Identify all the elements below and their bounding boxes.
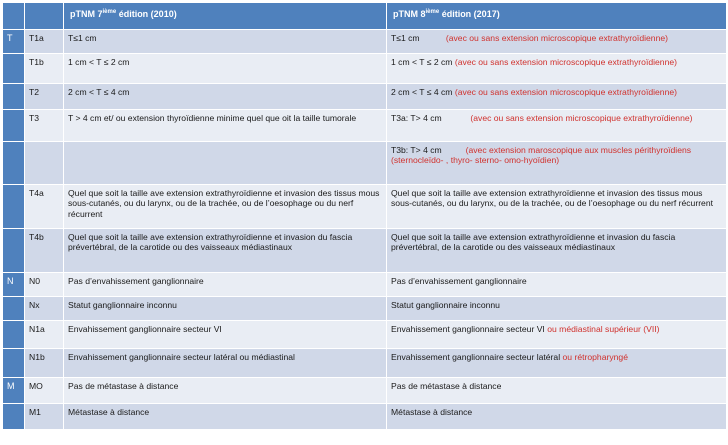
edition-8-cell: T3b: T> 4 cm (avec extension maroscopique aux muscles périthyroïdiens (sternocleïdo- , thyro- sterno- omo-hyoïdien) bbox=[387, 142, 727, 185]
category-cell bbox=[3, 349, 25, 378]
edition-7-cell: Métastase à distance bbox=[64, 404, 387, 430]
edition-8-cell: 1 cm < T ≤ 2 cm (avec ou sans extension microscopique extrathyroïdienne) bbox=[387, 54, 727, 84]
edition-7-cell: Quel que soit la taille ave extension extrathyroïdienne et invasion des tissus mous sous-cutanés, ou du larynx, ou de la trachée, ou de l’oesophage ou du nerf récurrent bbox=[64, 185, 387, 229]
edition-8-change: (avec ou sans extension microscopique extrathyroïdienne) bbox=[454, 57, 677, 67]
edition-7-cell bbox=[64, 142, 387, 185]
edition-7-cell: Envahissement ganglionnaire secteur VI bbox=[64, 321, 387, 349]
edition-8-cell: T≤1 cm (avec ou sans extension microscopique extrathyroïdienne) bbox=[387, 30, 727, 54]
stage-cell: N1a bbox=[25, 321, 64, 349]
edition-7-cell: Envahissement ganglionnaire secteur latéral ou médiastinal bbox=[64, 349, 387, 378]
stage-cell: N1b bbox=[25, 349, 64, 378]
table-row bbox=[3, 110, 727, 142]
category-cell bbox=[3, 84, 25, 110]
stage-cell: T2 bbox=[25, 84, 64, 110]
table-row bbox=[3, 229, 727, 273]
edition-7-cell: 2 cm < T ≤ 4 cm bbox=[64, 84, 387, 110]
stage-cell: M1 bbox=[25, 404, 64, 430]
stage-cell: T4a bbox=[25, 185, 64, 229]
category-cell bbox=[3, 110, 25, 142]
category-cell bbox=[3, 54, 25, 84]
header-7th-edition: pTNM 7ième édition (2010) bbox=[64, 3, 387, 30]
edition-8-cell: T3a: T> 4 cm (avec ou sans extension microscopique extrathyroïdienne) bbox=[387, 110, 727, 142]
category-cell: T bbox=[3, 30, 25, 54]
stage-cell: N0 bbox=[25, 273, 64, 297]
edition-8-cell: Pas de métastase à distance bbox=[387, 378, 727, 404]
table-row bbox=[3, 404, 727, 430]
stage-cell: T1b bbox=[25, 54, 64, 84]
category-cell bbox=[3, 297, 25, 321]
category-cell: M bbox=[3, 378, 25, 404]
table-row bbox=[3, 30, 727, 54]
edition-8-change: (avec ou sans extension microscopique extrathyroïdienne) bbox=[445, 33, 668, 43]
stage-cell: T3 bbox=[25, 110, 64, 142]
category-cell bbox=[3, 142, 25, 185]
tnm-comparison-table bbox=[2, 2, 727, 430]
stage-cell: MO bbox=[25, 378, 64, 404]
edition-7-cell: T≤1 cm bbox=[64, 30, 387, 54]
edition-7-cell: 1 cm < T ≤ 2 cm bbox=[64, 54, 387, 84]
edition-8-cell: Quel que soit la taille ave extension extrathyroïdienne et invasion des tissus mous sous-cutanés, ou du larynx, ou de la trachée, ou de l’oesophage ou du nerf récurrent bbox=[387, 185, 727, 229]
edition-8-change: ou médiastinal supérieur (VII) bbox=[547, 324, 660, 334]
edition-8-cell: Métastase à distance bbox=[387, 404, 727, 430]
stage-cell: T1a bbox=[25, 30, 64, 54]
table-row bbox=[3, 378, 727, 404]
edition-8-change: (avec extension maroscopique aux muscles périthyroïdiens (sternocleïdo- , thyro- sterno- omo-hyoïdien) bbox=[391, 145, 692, 166]
category-cell bbox=[3, 321, 25, 349]
category-cell bbox=[3, 185, 25, 229]
table-row bbox=[3, 273, 727, 297]
table-row bbox=[3, 54, 727, 84]
edition-8-cell: Quel que soit la taille ave extension extrathyroïdienne et invasion du fascia prévertébral, de la carotide ou des vaisseaux médiastinaux bbox=[387, 229, 727, 273]
edition-7-cell: Statut ganglionnaire inconnu bbox=[64, 297, 387, 321]
category-cell bbox=[3, 404, 25, 430]
category-cell: N bbox=[3, 273, 25, 297]
edition-8-change: (avec ou sans extension microscopique extrathyroïdienne) bbox=[454, 87, 677, 97]
table-row bbox=[3, 142, 727, 185]
edition-8-cell: Envahissement ganglionnaire secteur latéral ou rétropharyngé bbox=[387, 349, 727, 378]
edition-8-cell: Pas d’envahissement ganglionnaire bbox=[387, 273, 727, 297]
stage-cell: Nx bbox=[25, 297, 64, 321]
edition-8-cell: Statut ganglionnaire inconnu bbox=[387, 297, 727, 321]
header-stage-cell bbox=[25, 3, 64, 30]
table-row bbox=[3, 321, 727, 349]
stage-cell bbox=[25, 142, 64, 185]
edition-8-change: (avec ou sans extension microscopique extrathyroïdienne) bbox=[470, 113, 693, 123]
edition-7-cell: Quel que soit la taille ave extension extrathyroïdienne et invasion du fascia prévertébral, de la carotide ou des vaisseaux médiastinaux bbox=[64, 229, 387, 273]
edition-8-cell: Envahissement ganglionnaire secteur VI ou médiastinal supérieur (VII) bbox=[387, 321, 727, 349]
table-row bbox=[3, 84, 727, 110]
edition-7-cell: Pas de métastase à distance bbox=[64, 378, 387, 404]
edition-8-change: ou rétropharyngé bbox=[562, 352, 628, 362]
header-category-cell bbox=[3, 3, 25, 30]
edition-8-cell: 2 cm < T ≤ 4 cm (avec ou sans extension microscopique extrathyroïdienne) bbox=[387, 84, 727, 110]
header-8th-edition: pTNM 8ième édition (2017) bbox=[387, 3, 727, 30]
category-cell bbox=[3, 229, 25, 273]
stage-cell: T4b bbox=[25, 229, 64, 273]
table-row bbox=[3, 297, 727, 321]
edition-7-cell: T > 4 cm et/ ou extension thyroïdienne minime quel que oit la taille tumorale bbox=[64, 110, 387, 142]
header-row bbox=[3, 3, 727, 30]
edition-7-cell: Pas d’envahissement ganglionnaire bbox=[64, 273, 387, 297]
table-row bbox=[3, 185, 727, 229]
table-row bbox=[3, 349, 727, 378]
